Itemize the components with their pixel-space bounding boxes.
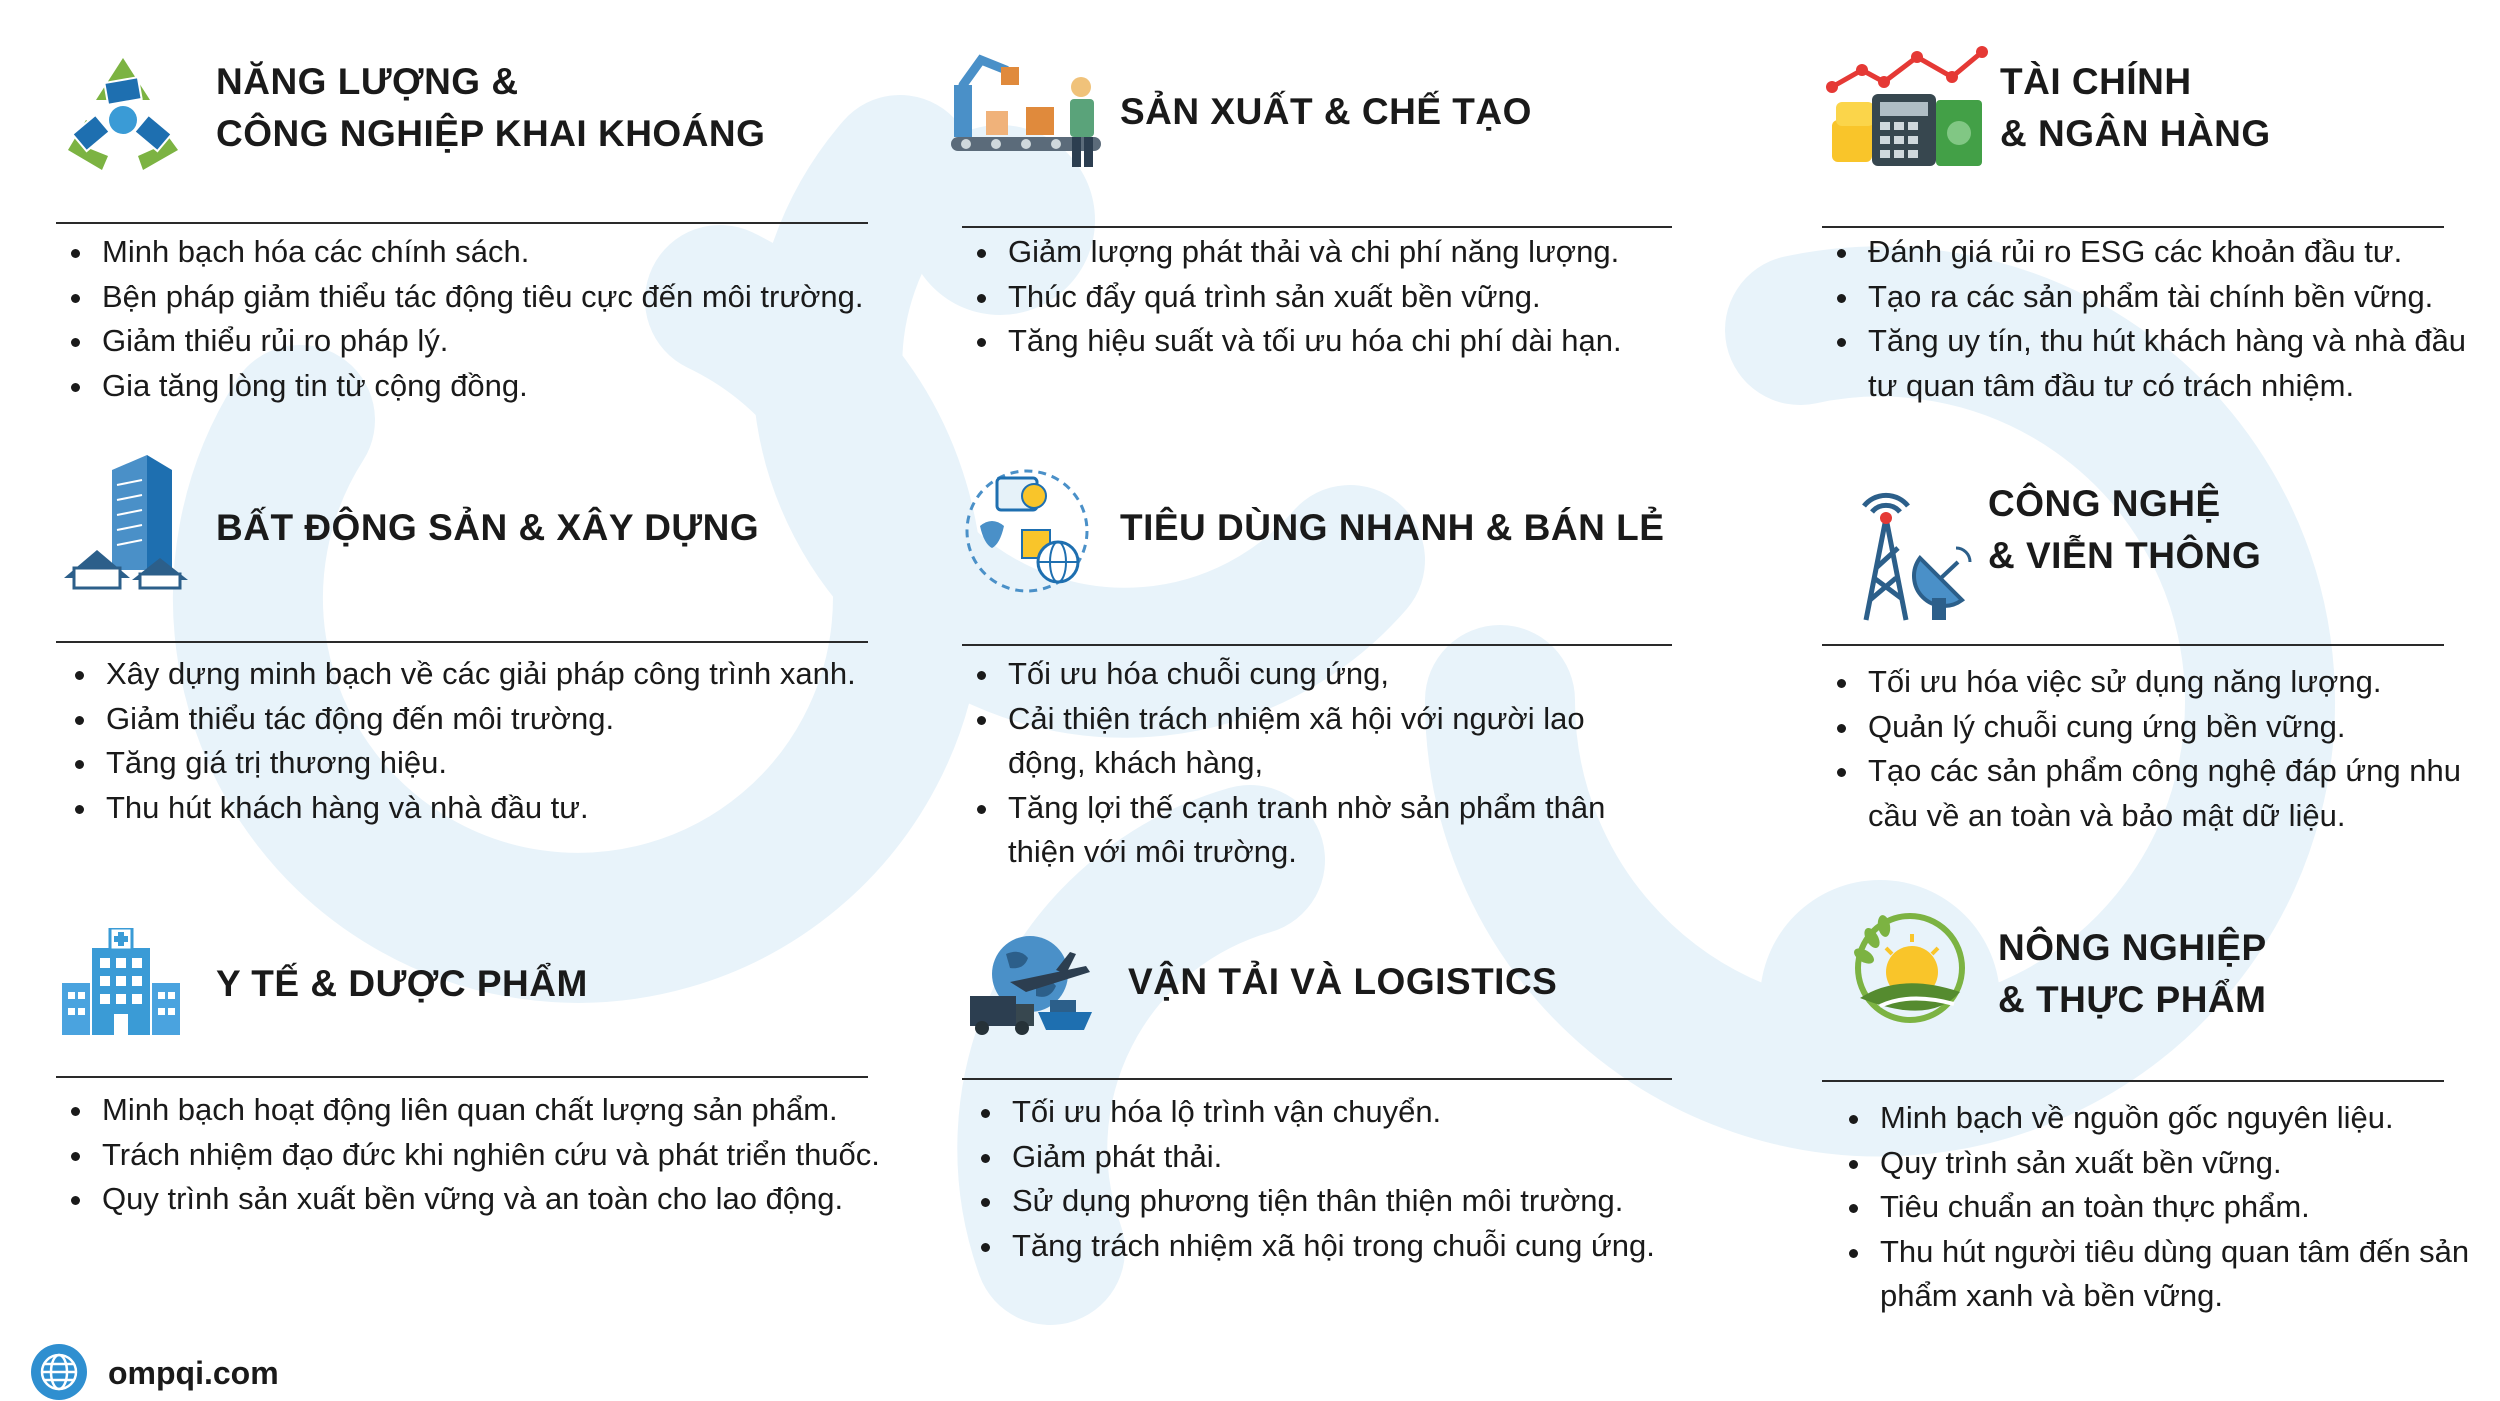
list-item: • Minh bạch hóa các chính sách. [96,230,946,275]
list-item: • Tăng giá trị thương hiệu. [100,741,950,786]
title-line: Y TẾ & DƯỢC PHẨM [216,963,588,1004]
list-item: • Thúc đẩy quá trình sản xuất bền vững. [1002,275,1742,320]
title-line: SẢN XUẤT & CHẾ TẠO [1120,91,1532,132]
section-bullets [56,1088,956,1222]
section-bullets [1822,660,2500,838]
title-line: CÔNG NGHIỆP KHAI KHOÁNG [216,113,766,154]
list-item: • Tiêu chuẩn an toàn thực phẩm. [1874,1185,2484,1230]
section-title [2000,56,2271,160]
list-item: • Xây dựng minh bạch về các giải pháp công trình xanh. [100,652,950,697]
section-bullets [60,652,950,830]
section-divider [962,644,1672,646]
finance-calculator-icon [1822,42,1992,172]
section-divider [56,1076,868,1078]
list-item: • Quy trình sản xuất bền vững. [1874,1141,2484,1186]
list-item: • Cải thiện trách nhiệm xã hội với người lao động, khách hàng, [1002,697,1632,786]
telecom-tower-icon [1846,488,1976,628]
list-item: • Giảm lượng phát thải và chi phí năng lượng. [1002,230,1742,275]
list-item: • Trách nhiệm đạo đức khi nghiên cứu và phát triển thuốc. [96,1133,956,1178]
title-line: TÀI CHÍNH [2000,61,2192,102]
section-divider [1822,644,2444,646]
title-line: NÔNG NGHIỆP [1998,927,2267,968]
factory-robot-icon [946,45,1106,175]
section-divider [1822,226,2444,228]
website-link[interactable]: ompqi.com [108,1355,279,1391]
section-title [1998,922,2267,1026]
hospital-icon [62,928,182,1038]
list-item: • Tối ưu hóa việc sử dụng năng lượng. [1862,660,2500,705]
list-item: • Tạo ra các sản phẩm tài chính bền vững. [1862,275,2500,320]
globe-icon [30,1343,88,1401]
list-item: • Tăng uy tín, thu hút khách hàng và nhà đầu tư quan tâm đầu tư có trách nhiệm. [1862,319,2500,408]
section-divider [962,226,1672,228]
list-item: • Tối ưu hóa chuỗi cung ứng, [1002,652,1632,697]
section-bullets [966,1090,1746,1268]
list-item: • Thu hút người tiêu dùng quan tâm đến sản phẩm xanh và bền vững. [1874,1230,2484,1319]
list-item: • Tăng lợi thế cạnh tranh nhờ sản phẩm thân thiện với môi trường. [1002,786,1632,875]
list-item: • Giảm thiểu rủi ro pháp lý. [96,319,946,364]
agriculture-icon [1850,908,1970,1028]
section-title [216,56,765,160]
title-line: TIÊU DÙNG NHANH & BÁN LẺ [1120,507,1665,548]
list-item: • Đánh giá rủi ro ESG các khoản đầu tư. [1862,230,2500,275]
title-line: & VIỄN THÔNG [1988,535,2262,576]
list-item: • Tạo các sản phẩm công nghệ đáp ứng nhu cầu về an toàn và bảo mật dữ liệu. [1862,749,2500,838]
section-bullets [962,230,1742,364]
list-item: • Giảm phát thải. [1006,1135,1746,1180]
section-bullets [1822,230,2500,408]
section-divider [962,1078,1672,1080]
list-item: • Quy trình sản xuất bền vững và an toàn cho lao động. [96,1177,956,1222]
list-item: • Tối ưu hóa lộ trình vận chuyển. [1006,1090,1746,1135]
list-item: • Quản lý chuỗi cung ứng bền vững. [1862,705,2500,750]
buildings-icon [62,450,192,590]
list-item: • Gia tăng lòng tin từ cộng đồng. [96,364,946,409]
section-title [1120,86,1532,138]
section-divider [1822,1080,2444,1082]
section-title [216,958,588,1010]
list-item: • Giảm thiểu tác động đến môi trường. [100,697,950,742]
title-line: VẬN TẢI VÀ LOGISTICS [1128,961,1558,1002]
section-bullets [56,230,946,408]
list-item: • Bện pháp giảm thiểu tác động tiêu cực đến môi trường. [96,275,946,320]
list-item: • Sử dụng phương tiện thân thiện môi trường. [1006,1179,1746,1224]
section-bullets [1834,1096,2484,1319]
title-line: NĂNG LƯỢNG & [216,61,519,102]
title-line: & NGÂN HÀNG [2000,113,2271,154]
list-item: • Minh bạch về nguồn gốc nguyên liệu. [1874,1096,2484,1141]
list-item: • Minh bạch hoạt động liên quan chất lượng sản phẩm. [96,1088,956,1133]
recycle-energy-icon [58,50,188,180]
list-item: • Tăng trách nhiệm xã hội trong chuỗi cung ứng. [1006,1224,1746,1269]
section-title [1988,478,2261,582]
section-title [216,502,759,554]
section-divider [56,222,868,224]
list-item: • Tăng hiệu suất và tối ưu hóa chi phí dài hạn. [1002,319,1742,364]
section-title [1120,502,1664,554]
logistics-icon [966,930,1096,1040]
section-title [1128,956,1557,1008]
title-line: & THỰC PHẨM [1998,979,2267,1020]
title-line: CÔNG NGHỆ [1988,483,2221,524]
title-line: BẤT ĐỘNG SẢN & XÂY DỰNG [216,507,760,548]
section-bullets [962,652,1632,875]
list-item: • Thu hút khách hàng và nhà đầu tư. [100,786,950,831]
section-divider [56,641,868,643]
ecommerce-icon [962,466,1092,596]
